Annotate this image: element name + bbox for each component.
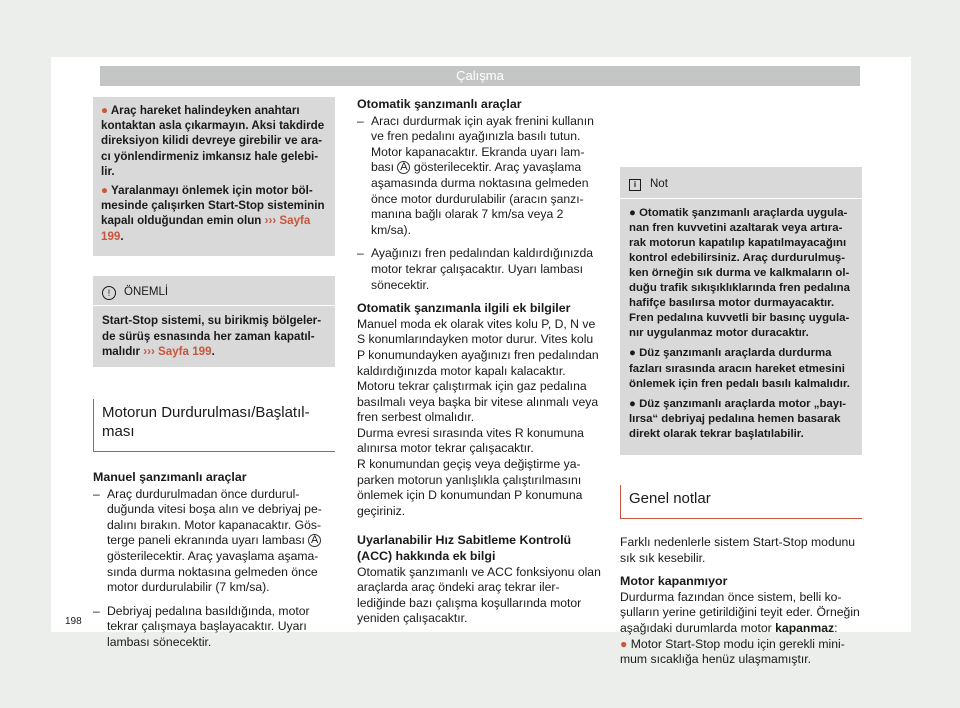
warning-text: Yaralanmayı önlemek için motor bölmesinde çalışırken Start-Stop sisteminin kapalı olduğundan emin olun	[101, 184, 325, 228]
note-item	[629, 397, 853, 442]
column-middle	[357, 97, 602, 627]
exclamation-icon: !	[102, 286, 116, 300]
automatic-title: Otomatik şanzımanlı araçlar	[357, 97, 522, 111]
warning-lamp-icon: A	[308, 534, 321, 547]
manual-step-1	[93, 487, 335, 596]
note-box	[620, 167, 862, 455]
bullet-text: Motor Start-Stop modu için gerekli minimum sıcaklığa henüz ulaşmamıştır.	[620, 636, 845, 667]
spacer	[620, 103, 862, 149]
column-left	[93, 97, 335, 651]
automatic-step-2: – Ayağınızı fren pedalından kaldırdığınızda motor tekrar çalışacaktır. Uyarı lambası sönecektir.	[357, 246, 602, 293]
punctuation: .	[120, 229, 124, 243]
column-right	[620, 103, 862, 668]
acc-p1: Otomatik şanzımanlı ve ACC fonksiyonu olan araçlarda araç öndeki araç tekrar ilerlediğinde bazı çalışma koşullarında motor yeniden çalışacaktır.	[357, 564, 601, 626]
warning-text: Araç hareket halindeyken anahtarı kontaktan asla çıkarmayın. Aksi takdirde direksiyon kilidi devreye girebilir ve aracı yönlendirmeniz imkansız hale gelebilir.	[101, 104, 325, 178]
note-text: Otomatik şanzımanlı araçlarda uygulanan fren kuvvetini azaltarak veya artırarak motorun kapatılıp kapatılmayacağını kontrol edebilirsiniz. Araç durdurulmuşken örneğin sık durma ve kalkmaların olduğu trafik sıkışıklıklarında fren pedalına hafifçe basılırsa motor durmayacaktır. Fren pedalına kuvvetli bir basınç uygulanır uygulanmaz motor duracaktır.	[629, 206, 850, 340]
warning-item	[101, 183, 327, 244]
auto-bits-p3: R konumundan geçiş veya değiştirme yaparken motorun yanlışlıkla çalıştırılmasını önlemek için D konumundan P konumuna geçiriniz.	[357, 457, 583, 518]
auto-bits-title: Otomatik şanzımanla ilgili ek bilgiler	[357, 301, 571, 316]
punctuation: :	[834, 620, 838, 635]
bullet-icon: ●	[629, 206, 636, 219]
page-number: 198	[65, 616, 82, 627]
page-link[interactable]: ››› Sayfa 199	[143, 344, 212, 358]
bullet-icon: ●	[101, 184, 109, 198]
warning-box	[93, 97, 335, 256]
important-title: ÖNEMLİ	[124, 285, 169, 298]
general-subtitle: Motor kapanmıyor	[620, 574, 728, 589]
para-bold: kapanmaz	[775, 620, 835, 635]
bullet-icon: ●	[629, 397, 636, 410]
note-text: Düz şanzımanlı araçlarda motor „bayılırsa“ debriyaj pedalına hemen basarak direkt olarak tekrar başlatılabilir.	[629, 397, 847, 440]
acc-title: Uyarlanabilir Hız Sabitleme Kontrolü (ACC) hakkında ek bilgi	[357, 533, 572, 564]
warning-item	[101, 103, 327, 179]
step-text: gösterilecektir. Araç yavaşlama aşamasında durma noktasına gelmeden önce motor durdurulabilir (aracın şanzımanına bağlı olarak 7 km/sa veya 2 km/sa).	[371, 160, 589, 237]
general-bullet	[620, 637, 862, 668]
auto-bits-p2: Durma evresi sırasında vites R konumuna alınırsa motor tekrar çalışacaktır.	[357, 425, 584, 456]
page-link[interactable]: ››› Sayfa 199	[101, 214, 311, 243]
note-item	[629, 206, 853, 342]
manual-title: Manuel şanzımanlı araçlar	[93, 470, 247, 485]
important-header	[93, 276, 335, 307]
section-heading-engine: Motorun Durdurulması/Başlatılması	[93, 399, 335, 452]
general-p1: Farklı nedenlerle sistem Start-Stop modunu sık sık kesebilir.	[620, 535, 856, 565]
note-item	[629, 346, 853, 391]
step-text: gösterilecektir. Araç yavaşlama aşamasında durma noktasına gelmeden önce motor durdurulabilir (7 km/sa).	[107, 549, 319, 595]
para-text: Durdurma fazından önce sistem, belli koşulların yerine getirildiğini teyit eder. Örneğin aşağıdaki durumlarda motor	[620, 589, 860, 635]
important-body	[93, 306, 335, 367]
page-header: Çalışma	[100, 66, 860, 86]
general-p2	[620, 590, 862, 637]
warning-lamp-icon: A	[397, 161, 410, 174]
bullet-icon: ●	[101, 104, 109, 117]
important-text: Start-Stop sistemi, su birikmiş bölgelerde sürüş esnasında her zaman kapatılmalıdır	[102, 314, 322, 358]
note-header	[620, 167, 862, 199]
bullet-icon: ●	[629, 347, 636, 360]
important-box	[93, 276, 335, 367]
bullet-icon: ●	[620, 636, 628, 651]
note-body	[620, 199, 862, 455]
automatic-step-1	[357, 114, 602, 239]
manual-step-2: – Debriyaj pedalına basıldığında, motor tekrar çalışmaya başlayacaktır. Uyarı lambası sönecektir.	[93, 604, 335, 651]
note-title: Not	[650, 178, 668, 190]
note-text: Düz şanzımanlı araçlarda durdurma fazları sırasında aracın hareket etmesini önlemek için fren pedalı basılı kalmalıdır.	[629, 347, 850, 390]
section-heading-general: Genel notlar	[620, 485, 862, 519]
punctuation: .	[211, 344, 215, 358]
step-text: Araç durdurulmadan önce durdurulduğunda vitesi boşa alın ve debriyaj pedalını bırakın. Motor kapanacaktır. Gösterge paneli ekranında uyarı lambası	[107, 486, 322, 548]
info-icon: i	[629, 179, 641, 191]
step-text: Aracı durdurmak için ayak frenini kullanın ve fren pedalını ayağınızla basılı tutun. Motor kapanacaktır. Ekranda uyarı lambası	[371, 113, 594, 175]
auto-bits-p1: Manuel moda ek olarak vites kolu P, D, N ve S konumlarındayken motor durur. Vites kolu P konumundayken ayağınızı fren pedalından kaldırdığınızda motor kapalı kalacaktır. Motoru tekrar çalıştırmak için gaz pedalına basılmalı veya başka bir vitese alınmalı veya fren serbest olmalıdır.	[357, 316, 599, 425]
